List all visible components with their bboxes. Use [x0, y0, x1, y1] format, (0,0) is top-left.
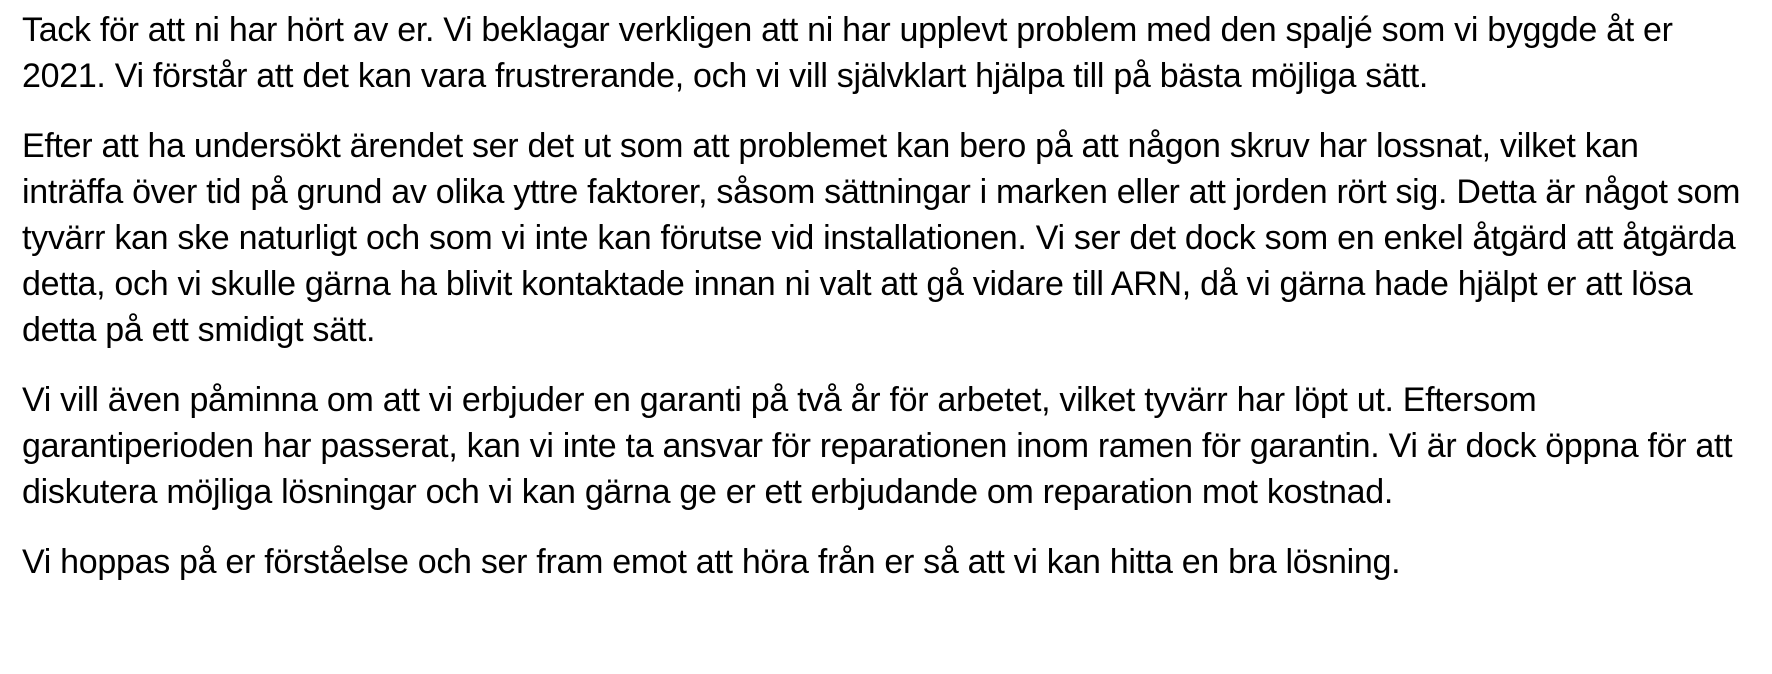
- letter-paragraph-intro: Tack för att ni har hört av er. Vi beklagar verkligen att ni har upplevt problem med den spaljé som vi byggde åt er 2021. Vi förstår att det kan vara frustrerande, och vi vill självklart hjälpa till på bästa möjliga sätt.: [22, 11, 1673, 95]
- letter-paragraph-warranty: Vi vill även påminna om att vi erbjuder en garanti på två år för arbetet, vilket tyvärr har löpt ut. Eftersom garantiperioden har passerat, kan vi inte ta ansvar för reparationen inom ramen för garantin. Vi är dock öppna för att diskutera möjliga lösningar och vi kan gärna ge er ett erbjudande om reparation mot kostnad.: [22, 381, 1733, 511]
- letter-paragraph-investigation: Efter att ha undersökt ärendet ser det ut som att problemet kan bero på att någon skruv har lossnat, vilket kan inträffa över tid på grund av olika yttre faktorer, såsom sättningar i marken eller att jorden rört sig. Detta är något som tyvärr kan ske naturligt och som vi inte kan förutse vid installationen. Vi ser det dock som en enkel åtgärd att åtgärda detta, och vi skulle gärna ha blivit kontaktade innan ni valt att gå vidare till ARN, då vi gärna hade hjälpt er att lösa detta på ett smidigt sätt.: [22, 127, 1741, 349]
- letter-paragraph-closing: Vi hoppas på er förståelse och ser fram emot att höra från er så att vi kan hitta en bra lösning.: [22, 543, 1401, 581]
